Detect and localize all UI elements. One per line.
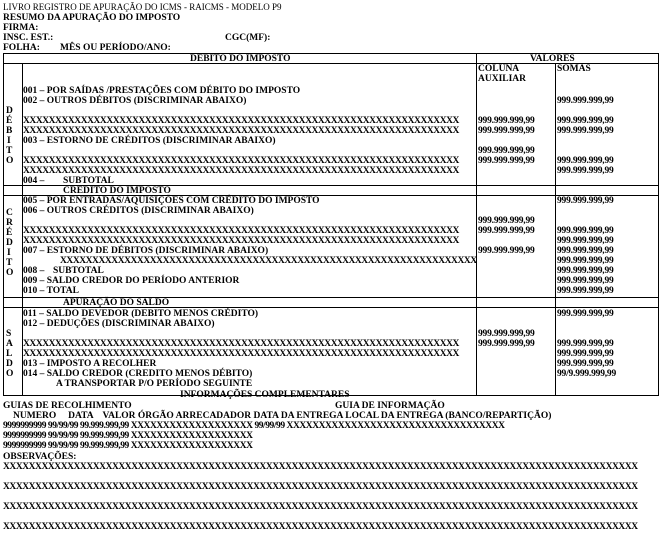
value-aux: 999.999.999,99 — [478, 246, 535, 256]
value-sum: 999.999.999,99 — [557, 286, 614, 296]
side-letter: D — [6, 238, 13, 248]
side-letter: I — [7, 136, 11, 146]
line-006: 006 – OUTROS CRÉDITOS (DISCRIMINAR ABAIXO) — [23, 206, 254, 216]
side-letter: O — [6, 156, 14, 166]
fill-line: XXXXXXXXXXXXXXXXXXXXXXXXXXXXXXXXXXXXXXXXXXXXXXXXXXXXXXXXXXXXXXXXXXXX — [23, 339, 459, 349]
value-sum: 999.999.999,99 — [557, 226, 614, 236]
value-aux: 999.999.999,99 — [478, 116, 535, 126]
auxiliar-label: AUXILIAR — [478, 74, 527, 84]
value-sum: 999.999.999,99 — [557, 349, 614, 359]
observacoes-line: XXXXXXXXXXXXXXXXXXXXXXXXXXXXXXXXXXXXXXXXXXXXXXXXXXXXXXXXXXXXXXXXXXXXXXXXXXXXXXXXXXXXXXXXXXXXXXXXXXX — [3, 502, 638, 512]
side-letter: C — [6, 208, 13, 218]
observacoes-line: XXXXXXXXXXXXXXXXXXXXXXXXXXXXXXXXXXXXXXXXXXXXXXXXXXXXXXXXXXXXXXXXXXXXXXXXXXXXXXXXXXXXXXXXXXXXXXXXXXX — [3, 522, 638, 532]
fill-line: XXXXXXXXXXXXXXXXXXXXXXXXXXXXXXXXXXXXXXXXXXXXXXXXXXXXXXXXXXXXXXXXXXXX — [23, 236, 459, 246]
side-letter: O — [6, 369, 14, 379]
line-008: 008 – — [23, 266, 45, 276]
guia-row: 9999999999 99/99/99 99.999.999,99 XXXXXXXXXXXXXXXXXXX — [3, 441, 253, 451]
mes-label: MÊS OU PERÍODO/ANO: — [60, 43, 171, 53]
subtotal-label: SUBTOTAL — [53, 266, 104, 276]
rule — [3, 53, 4, 396]
line-010: 010 – TOTAL — [23, 286, 79, 296]
rule — [476, 53, 477, 395]
info-heading: INFORMAÇÕES COMPLEMENTARES — [180, 390, 350, 400]
value-aux: 999.999.999,99 — [478, 216, 535, 226]
fill-line: XXXXXXXXXXXXXXXXXXXXXXXXXXXXXXXXXXXXXXXXXXXXXXXXXXXXXXXXXXXXXXXXXXXX — [23, 226, 459, 236]
line-012: 012 – DEDUÇÕES (DISCRIMINAR ABAIXO) — [23, 319, 215, 329]
line-011: 011 – SALDO DEVEDOR (DEBITO MENOS CRÉDITO) — [23, 309, 259, 319]
subtotal-label: SUBTOTAL — [63, 176, 114, 186]
page-title: LIVRO REGISTRO DE APURAÇÃO DO ICMS - RAICMS - MODELO P9 — [3, 2, 282, 12]
side-letter: S — [6, 329, 12, 339]
side-letter: I — [7, 248, 11, 258]
line-014: 014 – SALDO CREDOR (CREDITO MENOS DÉBITO) — [23, 369, 253, 379]
fill-line: XXXXXXXXXXXXXXXXXXXXXXXXXXXXXXXXXXXXXXXXXXXXXXXXXXXXXXXXXXXXXXXXXXXX — [23, 116, 459, 126]
line-014-cont: A TRANSPORTAR P/O PERÍODO SEGUINTE — [56, 379, 253, 389]
rule — [555, 63, 556, 395]
line-005: 005 – POR ENTRADAS/AQUISIÇÕES COM CRÉDITO DO IMPOSTO — [23, 196, 320, 206]
fill-line: XXXXXXXXXXXXXXXXXXXXXXXXXXXXXXXXXXXXXXXXXXXXXXXXXXXXXXXXXXXXXXXXXXXX — [23, 156, 459, 166]
line-013: 013 – IMPOSTO A RECOLHER — [23, 359, 157, 369]
value-aux: 999.999.999,99 — [478, 146, 535, 156]
folha-label: FOLHA: — [3, 43, 40, 53]
fill-line: XXXXXXXXXXXXXXXXXXXXXXXXXXXXXXXXXXXXXXXXXXXXXXXXXXXXXXXXXXXXXXXXX — [60, 256, 477, 266]
insc-label: INSC. EST.: — [3, 33, 54, 43]
rule — [658, 53, 659, 395]
side-letter: D — [6, 106, 13, 116]
somas-label: SOMAS — [557, 64, 591, 74]
value-sum: 999.999.999,99 — [557, 339, 614, 349]
line-002: 002 – OUTROS DÉBITOS (DISCRIMINAR ABAIXO) — [23, 96, 247, 106]
value-sum: 99/9.999.999,99 — [557, 369, 617, 379]
observacoes-line: XXXXXXXXXXXXXXXXXXXXXXXXXXXXXXXXXXXXXXXXXXXXXXXXXXXXXXXXXXXXXXXXXXXXXXXXXXXXXXXXXXXXXXXXXXXXXXXXXXX — [3, 462, 638, 472]
value-sum: 999.999.999,99 — [557, 126, 614, 136]
value-sum: 999.999.999,99 — [557, 266, 614, 276]
coluna-label: COLUNA — [478, 64, 520, 74]
side-letter: B — [6, 126, 13, 136]
value-aux: 999.999.999,99 — [478, 126, 535, 136]
side-letter: L — [6, 349, 13, 359]
cgc-label: CGC(MF): — [225, 33, 271, 43]
side-letter: D — [6, 359, 13, 369]
value-sum: 999.999.999,99 — [557, 359, 614, 369]
observacoes-label: OBSERVAÇÕES: — [3, 452, 77, 462]
valores-heading: VALORES — [530, 54, 575, 64]
side-letter: O — [6, 268, 14, 278]
value-aux: 999.999.999,99 — [478, 156, 535, 166]
value-sum: 999.999.999,99 — [557, 116, 614, 126]
value-sum: 999.999.999,99 — [557, 196, 614, 206]
guia-info-label: GUIA DE INFORMAÇÃO — [335, 401, 445, 411]
value-aux: 999.999.999,99 — [478, 329, 535, 339]
side-letter: T — [6, 146, 13, 156]
value-sum: 999.999.999,99 — [557, 256, 614, 266]
fill-line: XXXXXXXXXXXXXXXXXXXXXXXXXXXXXXXXXXXXXXXXXXXXXXXXXXXXXXXXXXXXXXXXXXXX — [23, 126, 459, 136]
value-sum: 999.999.999,99 — [557, 309, 614, 319]
value-sum: 999.999.999,99 — [557, 236, 614, 246]
saldo-heading: APURAÇÃO DO SALDO — [63, 298, 170, 308]
debito-heading: DEBITO DO IMPOSTO — [190, 54, 291, 64]
credito-heading: CREDITO DO IMPOSTO — [63, 186, 171, 196]
guia-row: 9999999999 99/99/99 99.999.999,99 XXXXXXXXXXXXXXXXXXX — [3, 431, 253, 441]
side-letter: É — [6, 116, 13, 126]
observacoes-line: XXXXXXXXXXXXXXXXXXXXXXXXXXXXXXXXXXXXXXXXXXXXXXXXXXXXXXXXXXXXXXXXXXXXXXXXXXXXXXXXXXXXXXXXXXXXXXXXXXX — [3, 482, 638, 492]
fill-line: XXXXXXXXXXXXXXXXXXXXXXXXXXXXXXXXXXXXXXXXXXXXXXXXXXXXXXXXXXXXXXXXXXXX — [23, 166, 459, 176]
line-007: 007 – ESTORNO DE DÉBITOS (DISCRIMINAR ABAIXO) — [23, 246, 269, 256]
guia-row: 9999999999 99/99/99 99.999.999,99 XXXXXXXXXXXXXXXXXXX 99/99/99 XXXXXXXXXXXXXXXXXXXXXXXXXXXXXXXXXX — [3, 421, 505, 431]
guias-columns: NUMERO DATA VALOR ÓRGÃO ARRECADADOR DATA DA ENTREGA LOCAL DA ENTREGA (BANCO/REPARTIÇÃO) — [13, 411, 552, 421]
value-sum: 999.999.999,99 — [557, 166, 614, 176]
firma-label: FIRMA: — [3, 23, 39, 33]
fill-line: XXXXXXXXXXXXXXXXXXXXXXXXXXXXXXXXXXXXXXXXXXXXXXXXXXXXXXXXXXXXXXXXXXXX — [23, 349, 459, 359]
value-sum: 999.999.999,99 — [557, 246, 614, 256]
line-004: 004 – — [23, 176, 45, 186]
side-letter: É — [6, 228, 13, 238]
resumo-label: RESUMO DA APURAÇÃO DO IMPOSTO — [3, 13, 181, 23]
side-letter: T — [6, 258, 13, 268]
line-003: 003 – ESTORNO DE CRÉDITOS (DISCRIMINAR ABAIXO) — [23, 136, 276, 146]
value-sum: 999.999.999,99 — [557, 156, 614, 166]
side-letter: A — [6, 339, 13, 349]
line-001: 001 – POR SAÍDAS /PRESTAÇÕES COM DÉBITO DO IMPOSTO — [23, 86, 301, 96]
value-sum: 999.999.999,99 — [557, 276, 614, 286]
guias-label: GUIAS DE RECOLHIMENTO — [3, 401, 132, 411]
value-sum: 999.999.999,99 — [557, 96, 614, 106]
value-aux: 999.999.999,99 — [478, 339, 535, 349]
line-009: 009 – SALDO CREDOR DO PERÍODO ANTERIOR — [23, 276, 240, 286]
value-aux: 999.999.999,99 — [478, 226, 535, 236]
side-letter: R — [6, 218, 13, 228]
